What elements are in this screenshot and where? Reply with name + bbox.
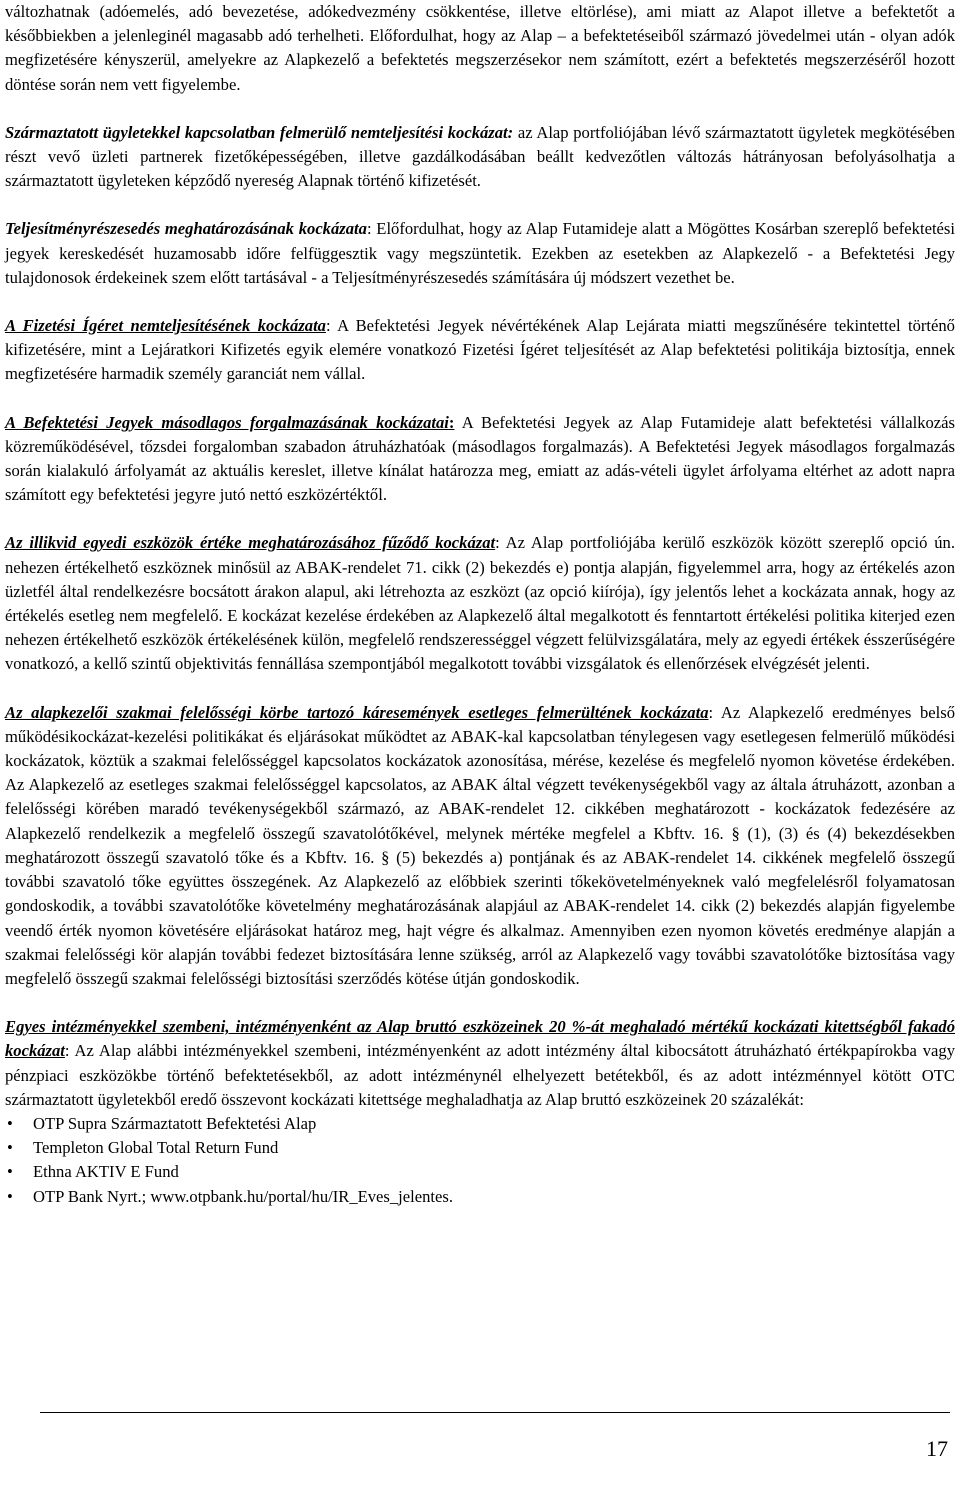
footer-divider — [40, 1412, 950, 1413]
intro-paragraph: változhatnak (adóemelés, adó bevezetése, adókedvezmény csökkentése, illetve eltörlése), ami miatt az Alapot illetve a befektetőt a későbbiekben a jelenleginél magasabb adó terhelheti. Előfordulhat, hogy az Alap – a befektetéseiből származó jövedelmei után - olyan adók megfizetésére kényszerül, amelyekre az Alapkezelő a befektetés megszerzésekor nem számított, ezért a befektetés megszerzéséről hozott döntése során nem vett figyelembe. — [5, 2, 955, 94]
list-item — [5, 1160, 955, 1184]
risk-payment-promise — [5, 314, 955, 387]
section-body: Az Alap alábbi intézményekkel szembeni, intézményenként az adott intézmény által kibocsátott átruházható értékpapírokba vagy pénzpiaci eszközökbe történő befektetésekből, az adott intézménynél elhelyezett betétekből, és az adott intézménnyel kötött OTC származtatott ügyletekből eredő összevont kockázati kitettsége meghaladhatja az Alap bruttó eszközeinek 20 százalékát: — [5, 1041, 955, 1109]
section-title: Az illikvid egyedi eszközök értéke meghatározásához fűződő kockázat — [5, 533, 496, 553]
list-item-text: OTP Bank Nyrt.; www.otpbank.hu/portal/hu/IR_Eves_jelentes. — [33, 1186, 454, 1206]
section-body: az Alap portfoliójában lévő származtatott ügyletek megkötésében részt vevő üzleti partnerek fizetőképességében, illetve gazdálkodásában beállt kedvezőtlen változás hátrányosan befolyásolhatja a származtatott ügyleteken képződő nyereség Alapnak történő kifizetését. — [5, 122, 955, 191]
entity-list — [5, 1112, 955, 1209]
list-item-text: Ethna AKTIV E Fund — [33, 1162, 179, 1182]
section-title: Egyes intézményekkel szembeni, intézményenként az Alap bruttó eszközeinek 20 %-át meghaladó mértékű kockázati kitettségből fakadó kockázat — [5, 1017, 955, 1061]
page-number: 17 — [926, 1436, 948, 1461]
section-title: A Befektetési Jegyek másodlagos forgalmazásának kockázatai — [5, 412, 449, 432]
section-body: Az Alapkezelő eredményes belső működésikockázat-kezelési politikákat és eljárásokat működtet az ABAK-kal kapcsolatban ténylegesen vagy esetlegesen felmerülő működési kockázatok, köztük a szakmai felelősséggel kapcsolatos kockázatok azonosítása, mérése, kezelése és megfelelő nyomon követése érdekében. Az Alapkezelő az esetleges szakmai felelősséggel kapcsolatos, az ABAK által végzett tevékenységekből vagy az általa átruházott, azonban a felelősségi körében maradó tevékenységekből származó, az ABAK-rendelet 12. cikkében meghatározott - kockázatok fedezésére az Alapkezelő rendelkezik a megfelelő összegű szavatolótőkével, melynek mértéke megfelel a Kbftv. 16. § (1), (3) és (4) bekezdésekben meghatározott összegű szavatoló tőke és a Kbftv. 16. § (5) bekezdés a) pontjának és az ABAK-rendelet 14. cikkének megfelelő összegű további szavatoló tőke együttes összegének. Az Alapkezelő az előbbiek szerinti tőkekövetelményeknek való megfelelésről folyamatosan gondoskodik, a további szavatolótőke követelmény meghatározásának alapjául az ABAK-rendelet 14. cikk (2) bekezdés alapján figyelembe veendő érték nyomon követésére eljárásokat határoz meg, hajt végre és alkalmaz. Amennyiben ezen nyomon követés eredménye alapján a szakmai felelősségi kör alapján további fedezet biztosítására lenne szükség, arról az Alapkezelő vagy további szavatolótőke biztosítása vagy megfelelő összegű szakmai felelősségi biztosítási szerződés kötése útján gondoskodik. — [5, 702, 955, 988]
section-title: Az alapkezelői szakmai felelősségi körbe tartozó káresemények esetleges felmerültének kockázata — [5, 702, 709, 722]
list-item — [5, 1185, 955, 1209]
risk-secondary-trading — [5, 411, 955, 508]
list-item-text: OTP Supra Származtatott Befektetési Alap — [33, 1113, 317, 1133]
risk-concentration — [5, 1015, 955, 1112]
list-item — [5, 1112, 955, 1136]
bullet-icon: • — [7, 1113, 13, 1133]
list-item-text: Templeton Global Total Return Fund — [33, 1138, 279, 1158]
section-body: A Befektetési Jegyek névértékének Alap Lejárata miatti megszűnésére tekintettel történő kifizetésére, mint a Lejáratkori Kifizetés egyik elemére vonatkozó Fizetési Ígéret teljesítését az Alap befektetési politikája biztosítja, ennek megfizetésére harmadik személy garanciát nem vállal. — [5, 316, 955, 384]
bullet-icon: • — [7, 1138, 13, 1158]
document-page — [5, 0, 955, 1209]
risk-professional-liability — [5, 701, 955, 991]
section-title: Teljesítményrészesedés meghatározásának kockázata — [5, 219, 367, 239]
section-separator: : — [448, 412, 455, 432]
section-body: Az Alap portfoliójába kerülő eszközök között szereplő opció ún. nehezen értékelhető eszköznek minősül az ABAK-rendelet 71. cikk (2) bekezdés e) pontja alapján, figyelemmel arra, hogy az értékelés azon üzletfél által rendelkezésre bocsátott árakon alapul, aki létrehozta az eszközt (az opció kiírója), így jelentős lehet a kockázata annak, hogy az értékelés esetleg nem megfelelő. E kockázat kezelése érdekében az Alapkezelő által megalkotott és fenntartott értékelési politika kiterjed ezen nehezen értékelhető eszközök értékelésének külön, megfelelő rendszerességgel végzett felülvizsgálatára, mely az egyedi értékek ésszerűségére vonatkozó, a kellő szintű objektivitás fennállása szempontjából megalkotott további vizsgálatok és ellenőrzések elvégzését jelenti. — [5, 533, 955, 674]
risk-illiquid-valuation — [5, 531, 955, 676]
section-separator: : — [64, 1041, 70, 1061]
section-body: Előfordulhat, hogy az Alap Futamideje alatt a Mögöttes Kosárban szereplő befektetési jegyek kereskedését huzamosabb időre felfüggesztik vagy megszüntetik. Ezekben az esetekben az Alapkezelő - a Befektetési Jegy tulajdonosok érdekeinek szem előtt tartásával - a Teljesítményrészesedés számítására új módszert vezethet be. — [5, 219, 955, 287]
list-item — [5, 1136, 955, 1160]
section-separator: : — [708, 702, 714, 722]
section-body: A Befektetési Jegyek az Alap Futamideje alatt befektetési vállalkozás közreműködésével, tőzsdei forgalomban szabadon átruházhatóak (másodlagos forgalmazás). A Befektetési Jegyek másodlagos forgalmazás során kialakuló árfolyamát az aktuális kereslet, illetve kínálat határozza meg, emiatt az adás-vételi ügylet árfolyama eltérhet az adott napra számított egy befektetési jegyre jutó nettó eszközértéktől. — [5, 412, 955, 505]
section-title: Származtatott ügyletekkel kapcsolatban felmerülő nemteljesítési kockázat — [5, 122, 508, 142]
bullet-icon: • — [7, 1162, 13, 1182]
bullet-icon: • — [7, 1186, 13, 1206]
section-separator: : — [366, 219, 372, 239]
section-separator: : — [325, 316, 331, 336]
section-separator: : — [507, 122, 514, 142]
risk-derivative-counterparty — [5, 121, 955, 194]
risk-performance-fee — [5, 217, 955, 290]
section-separator: : — [495, 533, 500, 553]
section-title: A Fizetési Ígéret nemteljesítésének kockázata — [5, 316, 326, 336]
